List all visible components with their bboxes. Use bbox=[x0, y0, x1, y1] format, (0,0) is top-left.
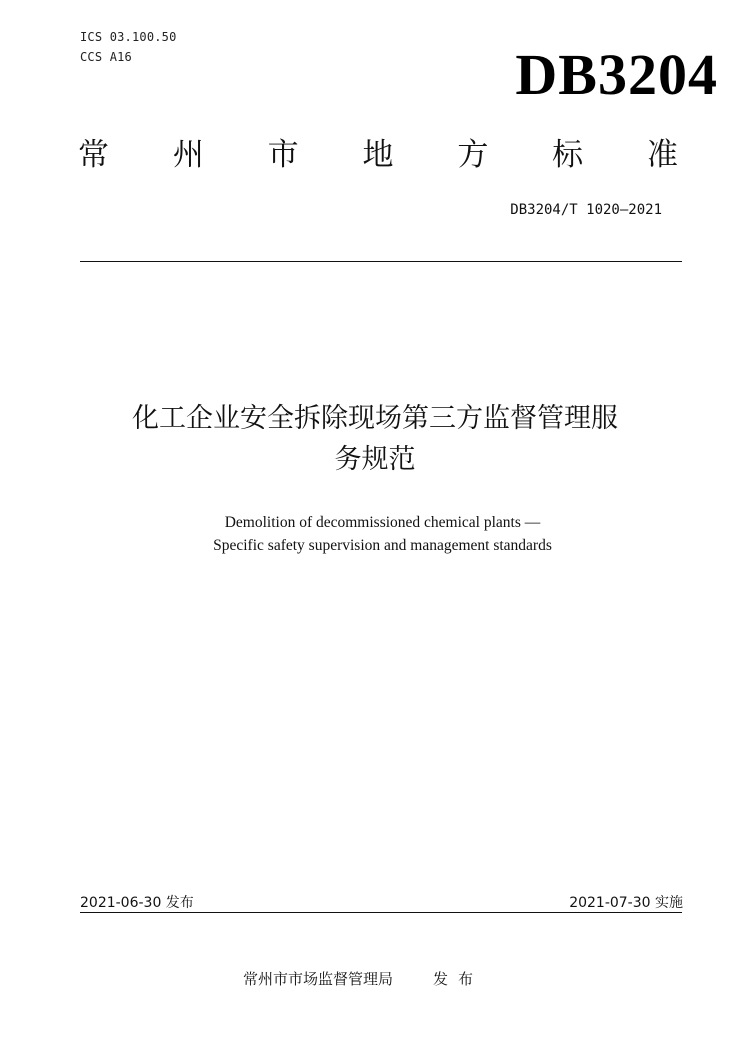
issuer bbox=[243, 968, 483, 989]
db-code: DB3204 bbox=[515, 42, 718, 107]
title-chinese bbox=[75, 398, 675, 480]
issuer-name: 常州市市场监督管理局 bbox=[243, 970, 394, 988]
standard-type bbox=[78, 137, 678, 173]
bottom-divider bbox=[80, 912, 682, 913]
standard-type-char: 地 bbox=[362, 137, 394, 173]
standard-type-char: 方 bbox=[457, 137, 489, 173]
ics-code: ICS 03.100.50 bbox=[80, 30, 177, 44]
standard-type-char: 准 bbox=[646, 137, 678, 173]
issue-date: 2021-06-30 发布 bbox=[80, 895, 194, 911]
issuer-action: 发布 bbox=[433, 970, 484, 988]
standard-type-char: 常 bbox=[78, 137, 109, 173]
standard-type-char: 市 bbox=[267, 137, 299, 173]
standard-type-char: 标 bbox=[552, 137, 584, 173]
title-chinese-line: 务规范 bbox=[334, 444, 416, 475]
standard-type-char: 州 bbox=[172, 137, 204, 173]
implementation-date: 2021-07-30 实施 bbox=[569, 895, 683, 911]
title-english-line: Specific safety supervision and management standards bbox=[213, 537, 552, 554]
top-divider bbox=[80, 261, 682, 262]
title-english bbox=[75, 511, 690, 557]
standard-number: DB3204/T 1020—2021 bbox=[510, 202, 662, 218]
title-chinese-line: 化工企业安全拆除现场第三方监督管理服 bbox=[132, 403, 618, 434]
ccs-code: CCS A16 bbox=[80, 50, 132, 64]
title-english-line: Demolition of decommissioned chemical plants — bbox=[224, 514, 541, 531]
